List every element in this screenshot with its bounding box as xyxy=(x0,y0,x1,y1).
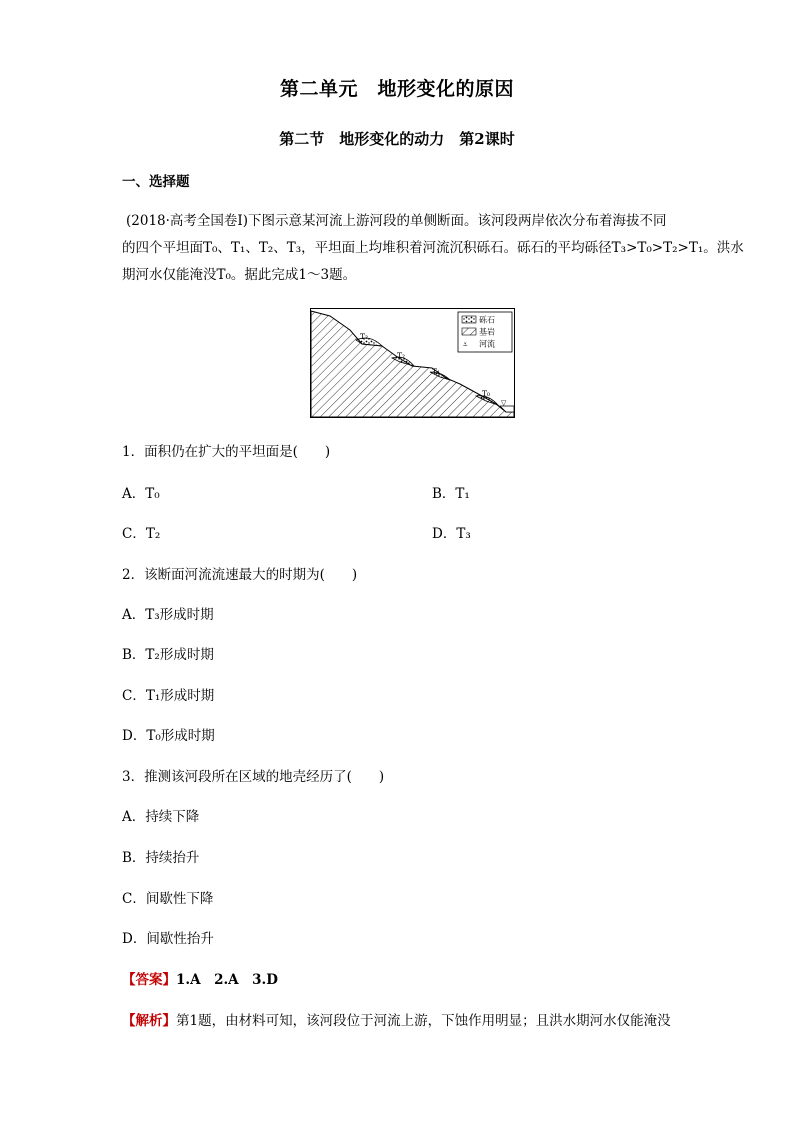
terrace-cross-section-figure xyxy=(310,308,515,418)
intro-line-3: 期河水仅能淹没T₀。据此完成1～3题。 xyxy=(122,267,357,283)
question-1-option-c[interactable]: C．T₂ xyxy=(122,526,161,542)
analysis-line xyxy=(122,1011,671,1031)
label-t3: T₃ xyxy=(360,332,369,341)
question-3-stem: 3．推测该河段所在区域的地壳经历了( ) xyxy=(122,769,385,785)
legend-bedrock-label: 基岩 xyxy=(479,327,495,337)
label-t1: T₁ xyxy=(432,367,441,376)
section-title: 第二节 地形变化的动力 第2课时 xyxy=(279,130,515,148)
label-t2: T₂ xyxy=(397,351,406,360)
legend-river-icon: ⩡ xyxy=(463,340,468,349)
figure-legend xyxy=(458,312,512,352)
question-3-option-d[interactable]: D．间歇性抬升 xyxy=(122,931,214,947)
question-2-option-c[interactable]: C．T₁形成时期 xyxy=(122,688,215,704)
intro-line-1: (2018·高考全国卷Ⅰ)下图示意某河流上游河段的单侧断面。该河段两岸依次分布着海拔不同 xyxy=(126,213,667,229)
question-1-option-d[interactable]: D．T₃ xyxy=(432,526,471,542)
legend-bedrock-swatch xyxy=(462,328,476,335)
river-symbol: ▽ xyxy=(501,399,507,407)
question-1-option-b[interactable]: B．T₁ xyxy=(432,486,470,502)
legend-gravel-swatch xyxy=(462,316,476,323)
intro-line-2: 的四个平坦面T₀、T₁、T₂、T₃，平坦面上均堆积着河流沉积砾石。砾石的平均砾径T₃>T₀>T₂>T₁。洪水 xyxy=(122,240,744,256)
question-2-option-d[interactable]: D．T₀形成时期 xyxy=(122,728,215,744)
question-3-option-c[interactable]: C．间歇性下降 xyxy=(122,891,214,907)
question-2-option-b[interactable]: B．T₂形成时期 xyxy=(122,647,214,663)
question-2-option-a[interactable]: A．T₃形成时期 xyxy=(122,607,214,623)
question-1-stem: 1．面积仍在扩大的平坦面是( ) xyxy=(122,444,331,460)
analysis-label: 【解析】 xyxy=(122,1013,176,1029)
question-2-stem: 2．该断面河流流速最大的时期为( ) xyxy=(122,567,358,583)
question-1-option-a[interactable]: A．T₀ xyxy=(122,486,160,502)
answer-label: 【答案】 xyxy=(122,972,176,988)
analysis-text: 第1题，由材料可知，该河段位于河流上游，下蚀作用明显；且洪水期河水仅能淹没 xyxy=(176,1013,671,1029)
part-heading: 一、选择题 xyxy=(122,174,190,190)
answer-line xyxy=(122,970,278,990)
question-3-option-a[interactable]: A．持续下降 xyxy=(122,809,200,825)
legend-gravel-label: 砾石 xyxy=(479,315,495,325)
intro-paragraph xyxy=(122,208,744,289)
label-t0: T₀ xyxy=(482,389,491,398)
legend-river-label: 河流 xyxy=(479,339,495,349)
answer-text: 1.A 2.A 3.D xyxy=(176,972,278,988)
question-3-option-b[interactable]: B．持续抬升 xyxy=(122,850,200,866)
unit-title: 第二单元 地形变化的原因 xyxy=(279,78,514,100)
